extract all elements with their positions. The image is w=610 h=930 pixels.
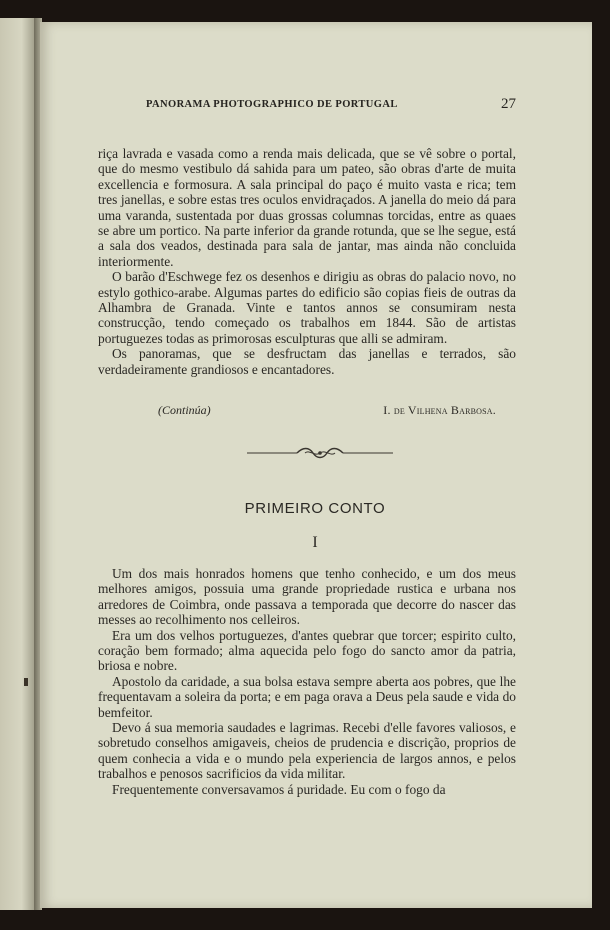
- story-paragraph: Era um dos velhos portuguezes, d'antes quebrar que torcer; espirito culto, coração bem formado; alma aquecida pelo fogo do sancto amor da patria, briosa e nobre.: [98, 627, 516, 674]
- article-paragraph: Os panoramas, que se desfructam das janellas e terrados, são verdadeiramente grandiosos e encantadores.: [98, 346, 516, 377]
- story-paragraph: Frequentemente conversavamos á puridade. Eu com o fogo da: [112, 781, 446, 797]
- story-paragraph: Um dos mais honrados homens que tenho conhecido, e um dos meus melhores amigos, possuia uma grande propriedade rustica e urbana nos arredores de Coimbra, onde passava a temporada que decorre do nascer das messes ao recolhimento nos celleiros.: [98, 566, 516, 628]
- story-paragraph: Devo á sua memoria saudades e lagrimas. Recebi d'elle favores valiosos, e sobretudo conselhos amigaveis, cheios de prudencia e discrição, proprios de quem conhecia a vida e o mundo pela experiencia de largos annos, e pelos trabalhos e penosos sacrificios da vida militar.: [98, 720, 516, 782]
- running-head: PANORAMA PHOTOGRAPHICO DE PORTUGAL: [146, 99, 398, 110]
- page-number: 27: [501, 96, 516, 112]
- page-tab-mark: [24, 678, 28, 686]
- article-text: [98, 146, 516, 377]
- ornament-divider-icon: [245, 445, 395, 461]
- chapter-number: I: [312, 534, 318, 551]
- article-paragraph: riça lavrada e vasada como a renda mais delicada, que se vê sobre o portal, que do mesmo vestibulo dá sahida para um pateo, são obras d'arte de muita excellencia e formosura. A sala principal do paço é muito vasta e rica; tem tres janellas, e sobre estas tres oculos envidraçados. A janella do meio dá para uma varanda, sustentada por duas grossas columnas torcidas, entre as quaes se abre um portico. Na parte inferior da grande rotunda, que se lhe segue, está a sala dos veados, destinada para sala de jantar, mas ainda não concluida interiormente.: [98, 146, 516, 269]
- page-header: [146, 96, 516, 116]
- article-signature: [98, 403, 496, 419]
- story-paragraph: Apostolo da caridade, a sua bolsa estava sempre aberta aos pobres, que lhe frequentavam a soleira da porta; e em paga orava a Deus pela saude e vida do bemfeitor.: [98, 673, 516, 720]
- story-title: PRIMEIRO CONTO: [244, 500, 386, 517]
- author-name: I. de Vilhena Barbosa.: [383, 403, 496, 417]
- story-text: [98, 566, 516, 797]
- left-page-edge: [0, 18, 36, 910]
- continued-note: (Continúa): [158, 403, 211, 417]
- article-paragraph: O barão d'Eschwege fez os desenhos e dirigiu as obras do palacio novo, no estylo gothico-arabe. Algumas partes do edificio são copias fieis de outras da Alhambra de Granada. Vinte e tantos annos se consumiram nesta construcção, tendo começado os trabalhos em 1844. São de artistas portuguezes todas as primorosas esculpturas que alli se admiram.: [98, 269, 516, 346]
